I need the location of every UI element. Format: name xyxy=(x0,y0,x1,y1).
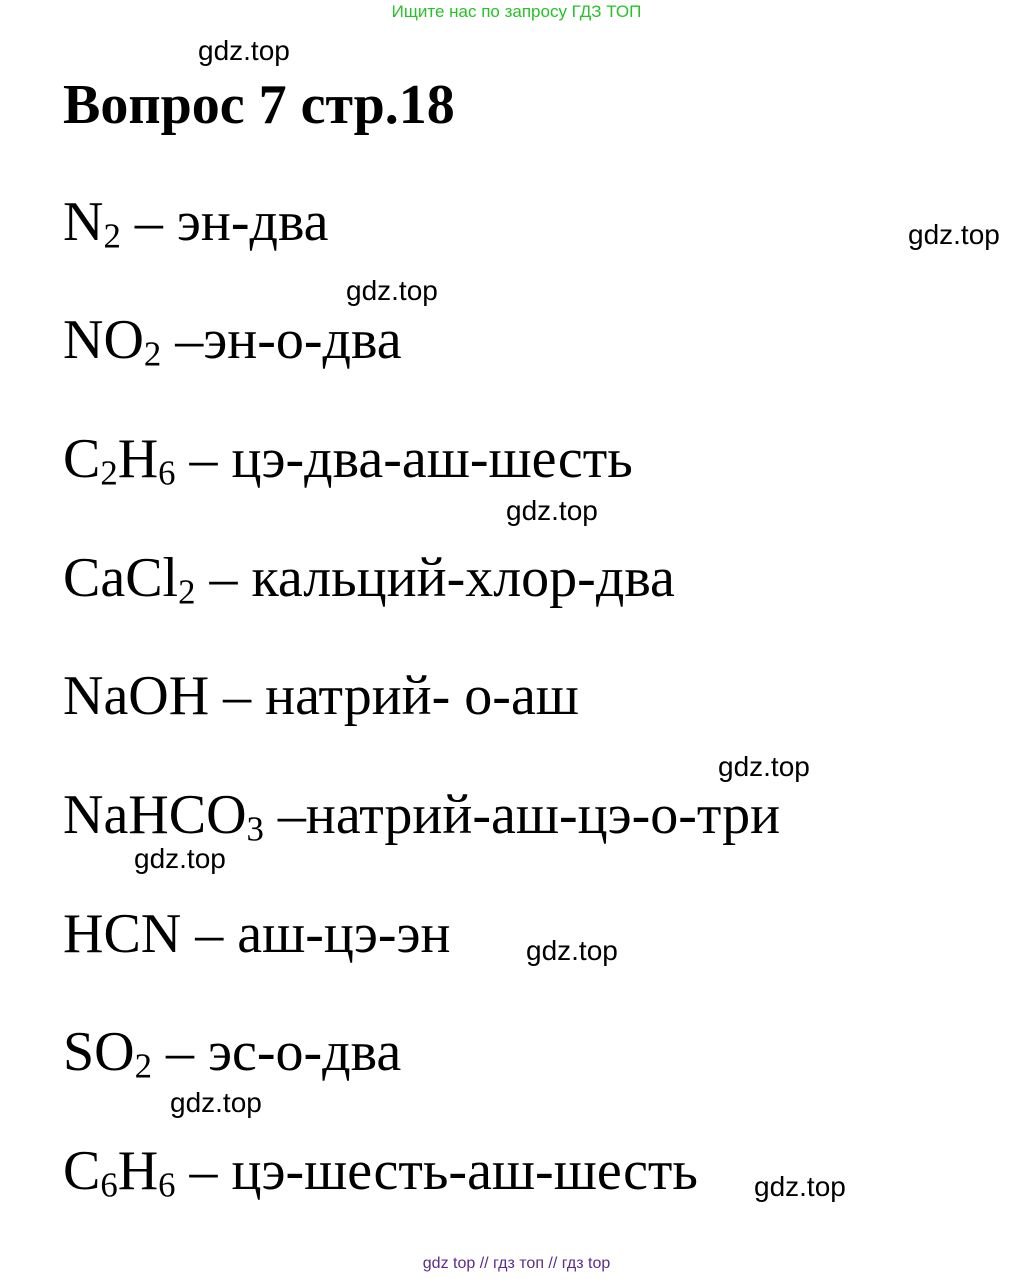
formula-line-naoh: NaOH – натрий- о-аш xyxy=(63,665,579,727)
watermark: gdz.top xyxy=(754,1171,846,1202)
watermark: gdz.top xyxy=(346,275,438,306)
watermark: gdz.top xyxy=(506,495,598,526)
watermark: gdz.top xyxy=(526,935,618,966)
formula-line-no2: $NO_2$ –эн-о-два xyxy=(63,309,402,374)
watermark: gdz.top xyxy=(908,219,1000,250)
formula-line-so2: $SO_2 - эс-о-два$ xyxy=(63,1021,402,1086)
formula-line-c2h6: $C_2H_6$ – цэ-два-аш-шесть xyxy=(63,428,633,493)
formula-line-cacl2: CaCl$_2$ – кальций-хлор-два xyxy=(63,547,675,612)
formula-line-hcn: HCN – аш-цэ-эн xyxy=(63,903,451,965)
top-banner: Ищите нас по запросу ГДЗ ТОП xyxy=(391,2,642,21)
watermark: gdz.top xyxy=(134,843,226,874)
footer-watermark: gdz top // гдз топ // гдз top xyxy=(422,1255,611,1272)
formula-line-c6h6: $C_6H_6$ – цэ-шесть-аш-шесть xyxy=(63,1140,698,1205)
watermark: gdz.top xyxy=(170,1087,262,1118)
watermark: gdz.top xyxy=(198,35,290,66)
formula-line-n2: $N_2 - эн-два$ xyxy=(63,191,329,256)
page-title: Вопрос 7 стр.18 xyxy=(63,74,455,136)
watermark: gdz.top xyxy=(718,751,810,782)
formula-line-nahco3: NaHCO$_3$ –натрий-аш-цэ-о-три xyxy=(63,784,781,849)
